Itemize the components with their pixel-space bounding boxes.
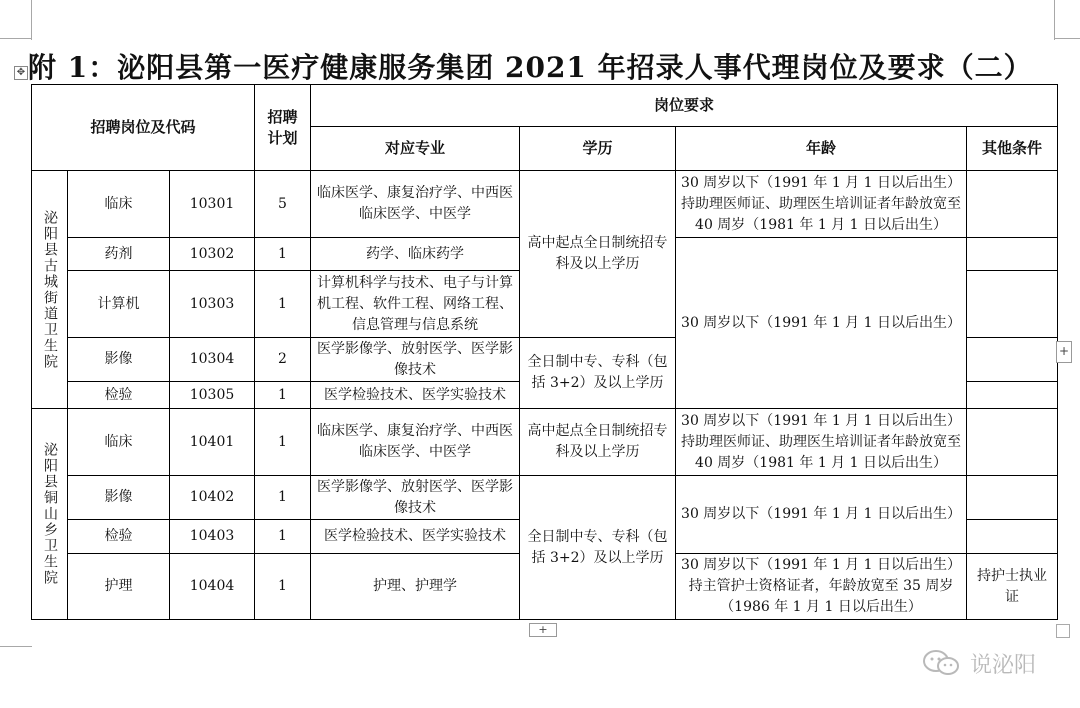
other-req [967,520,1058,554]
major: 临床医学、康复治疗学、中西医临床医学、中医学 [311,171,520,238]
post-name: 影像 [68,476,170,520]
other-req [967,238,1058,271]
post-code: 10401 [170,409,255,476]
table-row [32,171,1058,238]
plan-count: 1 [255,238,311,271]
unit-name: 泌阳县古城街道卫生院 [32,171,68,409]
add-column-plus-icon[interactable]: + [1056,341,1072,363]
header-row [32,85,1058,127]
other-req [967,382,1058,409]
post-name: 影像 [68,338,170,382]
other-req: 持护士执业证 [967,554,1058,620]
major: 药学、临床药学 [311,238,520,271]
table-row [32,476,1058,520]
education-req: 全日制中专、专科（包括 3+2）及以上学历 [520,338,676,409]
header-major: 对应专业 [311,127,520,171]
header-age: 年龄 [676,127,967,171]
major: 护理、护理学 [311,554,520,620]
other-req [967,476,1058,520]
header-education: 学历 [520,127,676,171]
age-req: 30 周岁以下（1991 年 1 月 1 日以后出生） [676,238,967,409]
post-name: 药剂 [68,238,170,271]
page-corner-mark [0,646,32,647]
education-req: 高中起点全日制统招专科及以上学历 [520,171,676,338]
plan-count: 2 [255,338,311,382]
post-code: 10404 [170,554,255,620]
major: 医学检验技术、医学实验技术 [311,520,520,554]
header-requirements: 岗位要求 [311,85,1058,127]
post-name: 临床 [68,409,170,476]
other-req [967,271,1058,338]
page-corner-mark [1054,38,1080,39]
table-move-handle-icon[interactable]: ✥ [14,66,28,80]
plan-count: 5 [255,171,311,238]
post-code: 10402 [170,476,255,520]
post-name: 计算机 [68,271,170,338]
post-code: 10304 [170,338,255,382]
page-corner-mark [0,38,32,39]
plan-count: 1 [255,382,311,409]
recruitment-table [31,84,1058,620]
age-req: 30 周岁以下（1991 年 1 月 1 日以后出生） [676,476,967,554]
page-corner-mark [1054,0,1055,40]
plan-count: 1 [255,520,311,554]
age-req: 30 周岁以下（1991 年 1 月 1 日以后出生）持助理医师证、助理医生培训证者年龄放宽至 40 周岁（1981 年 1 月 1 日以后出生） [676,409,967,476]
page-corner-mark [31,0,32,40]
table-row [32,409,1058,476]
unit-name: 泌阳县铜山乡卫生院 [32,409,68,620]
post-name: 临床 [68,171,170,238]
plan-count: 1 [255,271,311,338]
major: 医学影像学、放射医学、医学影像技术 [311,476,520,520]
plan-count: 1 [255,476,311,520]
watermark [922,648,1036,678]
education-req: 全日制中专、专科（包括 3+2）及以上学历 [520,476,676,620]
major: 医学检验技术、医学实验技术 [311,382,520,409]
age-req: 30 周岁以下（1991 年 1 月 1 日以后出生）持主管护士资格证者，年龄放宽至 35 周岁（1986 年 1 月 1 日以后出生） [676,554,967,620]
education-req: 高中起点全日制统招专科及以上学历 [520,409,676,476]
plan-count: 1 [255,554,311,620]
add-row-plus-icon[interactable]: + [529,623,557,637]
other-req [967,171,1058,238]
major: 临床医学、康复治疗学、中西医临床医学、中医学 [311,409,520,476]
post-name: 检验 [68,382,170,409]
table-resize-handle-icon[interactable] [1056,624,1070,638]
header-other: 其他条件 [967,127,1058,171]
post-code: 10302 [170,238,255,271]
document-title: 附 1：泌阳县第一医疗健康服务集团 2021 年招录人事代理岗位及要求（二） [28,51,1033,84]
post-code: 10301 [170,171,255,238]
post-code: 10303 [170,271,255,338]
post-code: 10305 [170,382,255,409]
watermark-text: 说泌阳 [970,652,1037,678]
other-req [967,409,1058,476]
header-position-code: 招聘岗位及代码 [32,85,255,171]
post-name: 护理 [68,554,170,620]
wechat-icon [922,649,962,677]
major: 医学影像学、放射医学、医学影像技术 [311,338,520,382]
post-name: 检验 [68,520,170,554]
plan-count: 1 [255,409,311,476]
major: 计算机科学与技术、电子与计算机工程、软件工程、网络工程、信息管理与信息系统 [311,271,520,338]
other-req [967,338,1058,382]
age-req: 30 周岁以下（1991 年 1 月 1 日以后出生）持助理医师证、助理医生培训证者年龄放宽至 40 周岁（1981 年 1 月 1 日以后出生） [676,171,967,238]
post-code: 10403 [170,520,255,554]
header-plan: 招聘计划 [255,85,311,171]
